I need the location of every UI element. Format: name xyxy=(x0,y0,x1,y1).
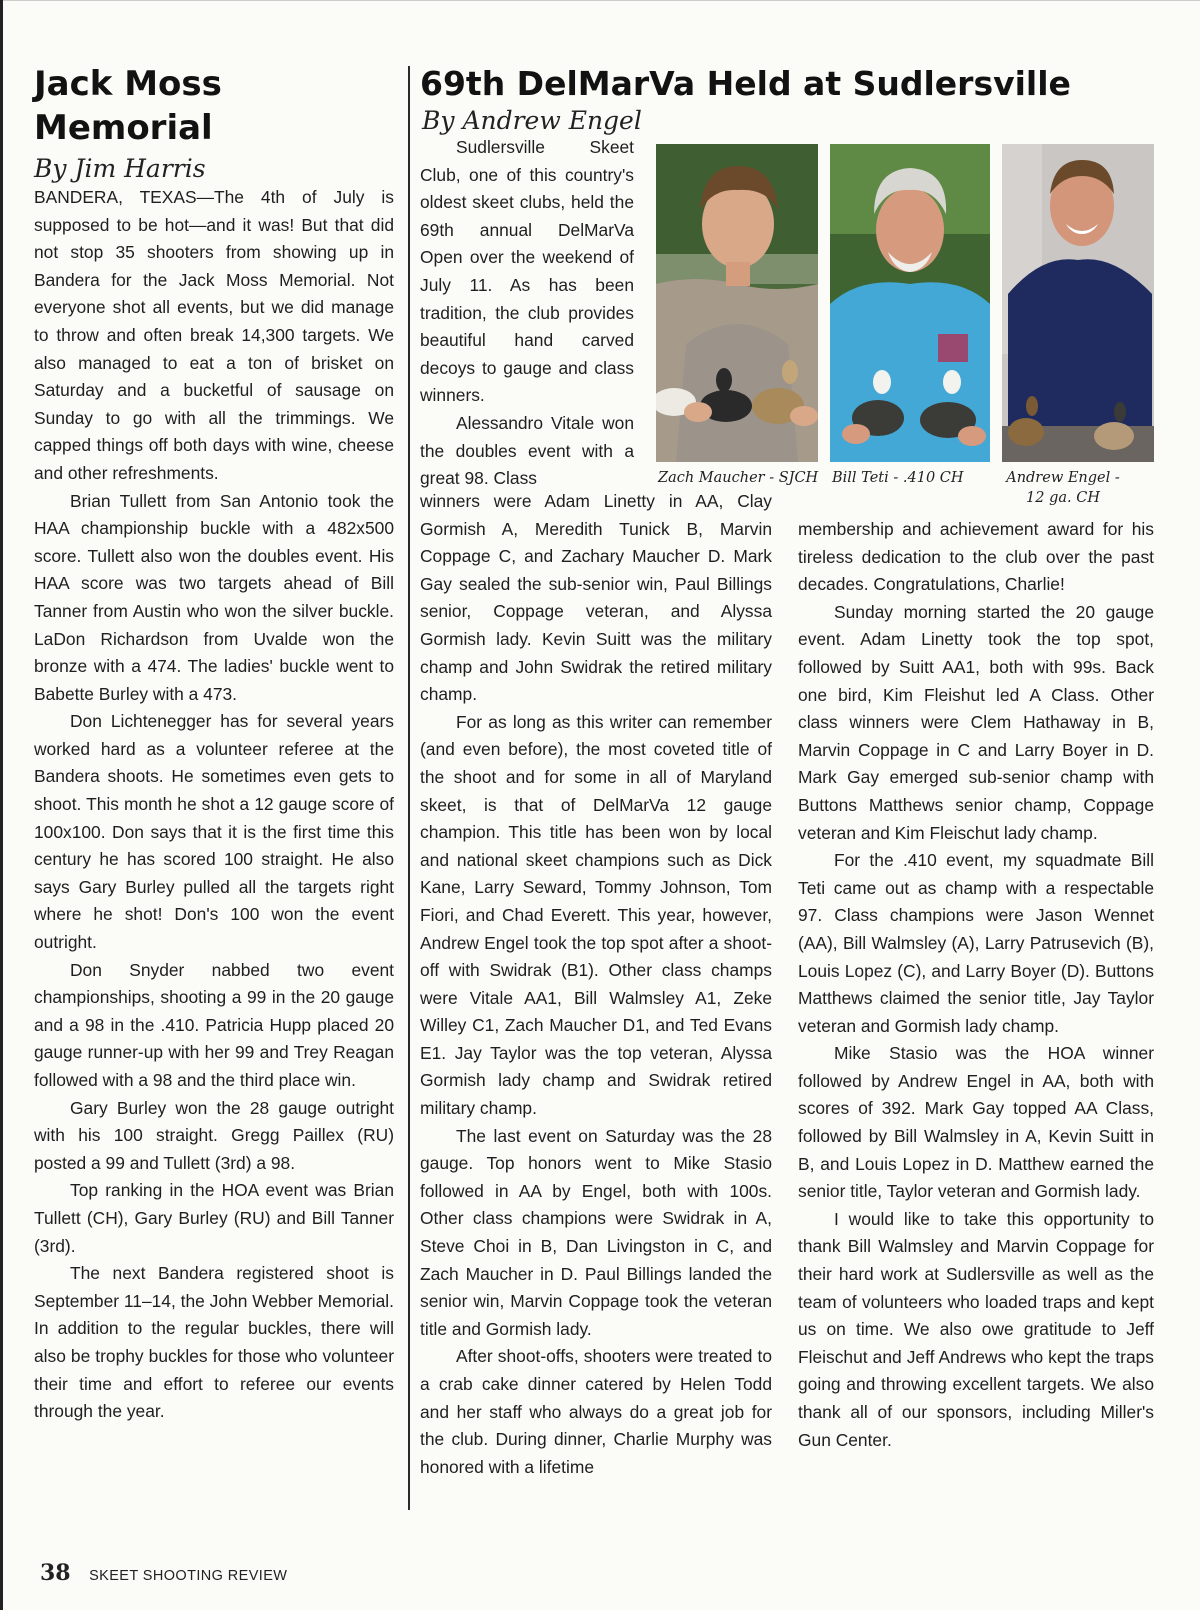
caption-andrew-line-2: 12 ga. CH xyxy=(1026,490,1100,506)
title-line-1: Jack Moss xyxy=(34,64,222,104)
publication-name: SKEET SHOOTING REVIEW xyxy=(89,1568,288,1584)
paragraph: Gary Burley won the 28 gauge outright with his 100 straight. Gregg Paillex (RU) posted a 99 and Tullett (3rd) a 98. xyxy=(34,1097,394,1173)
jack-moss-byline: By Jim Harris xyxy=(34,154,206,183)
caption-andrew xyxy=(998,468,1128,508)
delmarva-body-col2 xyxy=(420,488,772,1481)
paragraph: Brian Tullett from San Antonio took the HAA championship buckle with a 482x500 score. Tullett also won the doubles event. His HAA score was two targets ahead of Bill Tanner from Austin who won the silver buckle. LaDon Richardson from Uvalde won the bronze with a 474. The ladies' buckle went to Babette Burley with a 473. xyxy=(34,490,394,704)
paragraph: I would like to take this opportunity to thank Bill Walmsley and Marvin Coppage for their hard work at Sudlersville as well as the team of volunteers who loaded traps and kept us on time. We also owe gratitude to Jeff Fleischut and Jeff Andrews who kept the traps going and throwing excellent targets. We also thank all of our sponsors, including Miller's Gun Center. xyxy=(798,1208,1154,1450)
paragraph: Alessandro Vitale won the doubles event with a great 98. Class xyxy=(420,412,634,489)
paragraph: Sunday morning started the 20 gauge event. Adam Linetty took the top spot, followed by Suitt AA1, both with 99s. Back one bird, Kim Fleishut led A Class. Other class winners were Clem Hathaway in B, Marvin Coppage in C and Larry Boyer in D. Mark Gay emerged sub-senior champ with Buttons Matthews senior champ, Coppage veteran and Kim Fleischut lady champ. xyxy=(798,601,1154,843)
delmarva-body-col3 xyxy=(798,516,1154,1454)
caption-bill: Bill Teti - .410 CH xyxy=(832,470,964,486)
title-line-2: Memorial xyxy=(34,108,213,148)
paragraph: For as long as this writer can remember (and even before), the most coveted title of the shoot and for some in all of Maryland skeet, is that of DelMarVa 12 gauge champion. This title has been won by local and national skeet champions such as Dick Kane, Larry Seward, Tommy Johnson, Tom Fiori, and Chad Everett. This year, however, Andrew Engel took the top spot after a shoot-off with Swidrak (B1). Other class champs were Vitale AA1, Bill Walmsley A1, Zeke Willey C1, Zach Maucher D1, and Ted Evans E1. Jay Taylor was the top veteran, Alyssa Gormish lady champ and Swidrak retired military champ. xyxy=(420,711,772,1119)
paragraph: BANDERA, TEXAS—The 4th of July is supposed to be hot—and it was! But that did not stop 35 shooters from showing up in Bandera for the Jack Moss Memorial. Not everyone shot all events, but we did manage to throw and often break 14,300 targets. We also managed to eat a ton of brisket on Saturday and a bucketful of sausage on Sunday to go with all the trimmings. We capped things off both days with wine, cheese and other refreshments. xyxy=(34,187,394,483)
photo-bill-teti xyxy=(830,144,990,462)
paragraph: Don Snyder nabbed two event championships, shooting a 99 in the 20 gauge and a 98 in the .410. Patricia Hupp placed 20 gauge runner-up with her 99 and Trey Reagan followed with a 98 and the third place win. xyxy=(34,959,394,1090)
page-number: 38 xyxy=(40,1560,71,1586)
paragraph: The last event on Saturday was the 28 gauge. Top honors went to Mike Stasio followed in AA by Engel, both with 100s. Other class champions were Swidrak in A, Steve Choi in B, Dan Livingston in C, and Zach Maucher in D. Paul Billings landed the senior win, Marvin Coppage took the veteran title and Gormish lady. xyxy=(420,1125,772,1339)
paragraph: winners were Adam Linetty in AA, Clay Gormish A, Meredith Tunick B, Marvin Coppage C, and Zachary Maucher D. Mark Gay sealed the sub-senior win, Paul Billings senior, Coppage veteran, and Alyssa Gormish lady. Kevin Suitt was the military champ and John Swidrak the retired military champ. xyxy=(420,491,772,705)
photo-andrew-engel xyxy=(1002,144,1154,462)
paragraph: For the .410 event, my squadmate Bill Teti came out as champ with a respectable 97. Class champions were Jason Wennet (AA), Bill Walmsley (A), Larry Patrusevich (B), Louis Lopez (C), and Larry Boyer (D). Buttons Matthews claimed the senior title, Jay Taylor veteran and Gormish lady champ. xyxy=(798,850,1154,1036)
delmarva-title: 69th DelMarVa Held at Sudlersville xyxy=(420,64,1071,103)
paragraph: Mike Stasio was the HOA winner followed by Andrew Engel in AA, both with scores of 392. Mark Gay topped AA Class, followed by Bill Walmsley in A, Kevin Suitt in B, and Louis Lopez in D. Matthew earned the senior title, Taylor veteran and Gormish lady. xyxy=(798,1043,1154,1202)
paragraph: After shoot-offs, shooters were treated to a crab cake dinner catered by Helen Todd and her staff who always do a great job for the club. During dinner, Charlie Murphy was honored with a lifetime xyxy=(420,1346,772,1477)
caption-zach: Zach Maucher - SJCH xyxy=(658,470,819,486)
page-top-edge xyxy=(0,0,1200,1)
jack-moss-title xyxy=(34,62,394,150)
delmarva-intro xyxy=(420,134,634,493)
paragraph: Top ranking in the HOA event was Brian Tullett (CH), Gary Burley (RU) and Bill Tanner (3rd). xyxy=(34,1180,394,1256)
delmarva-byline: By Andrew Engel xyxy=(422,106,642,135)
jack-moss-body xyxy=(34,184,394,1426)
paragraph: membership and achievement award for his tireless dedication to the club over the past decades. Congratulations, Charlie! xyxy=(798,519,1154,595)
photo-zach-maucher xyxy=(656,144,818,462)
paragraph: Don Lichtenegger has for several years worked hard as a volunteer referee at the Bandera shoots. He sometimes even gets to shoot. This month he shot a 12 gauge score of 100x100. Don says that it is the first time this century he has scored 100 straight. He also says Gary Burley pulled all the targets right where he shot! Don's 100 won the event outright. xyxy=(34,711,394,953)
column-divider xyxy=(408,66,410,1510)
caption-andrew-line-1: Andrew Engel - xyxy=(1006,470,1120,486)
page-footer xyxy=(40,1560,287,1590)
paragraph: The next Bandera registered shoot is September 11–14, the John Webber Memorial. In addition to the regular buckles, there will also be trophy buckles for those who volunteer their time and effort to referee our events through the year. xyxy=(34,1263,394,1422)
jack-moss-article xyxy=(34,62,394,1426)
page-left-edge xyxy=(0,0,3,1610)
paragraph: Sudlersville Skeet Club, one of this country's oldest skeet clubs, held the 69th annual DelMarVa Open over the weekend of July 11. As has been tradition, the club provides beautiful hand carved decoys to gauge and class winners. xyxy=(420,137,634,406)
